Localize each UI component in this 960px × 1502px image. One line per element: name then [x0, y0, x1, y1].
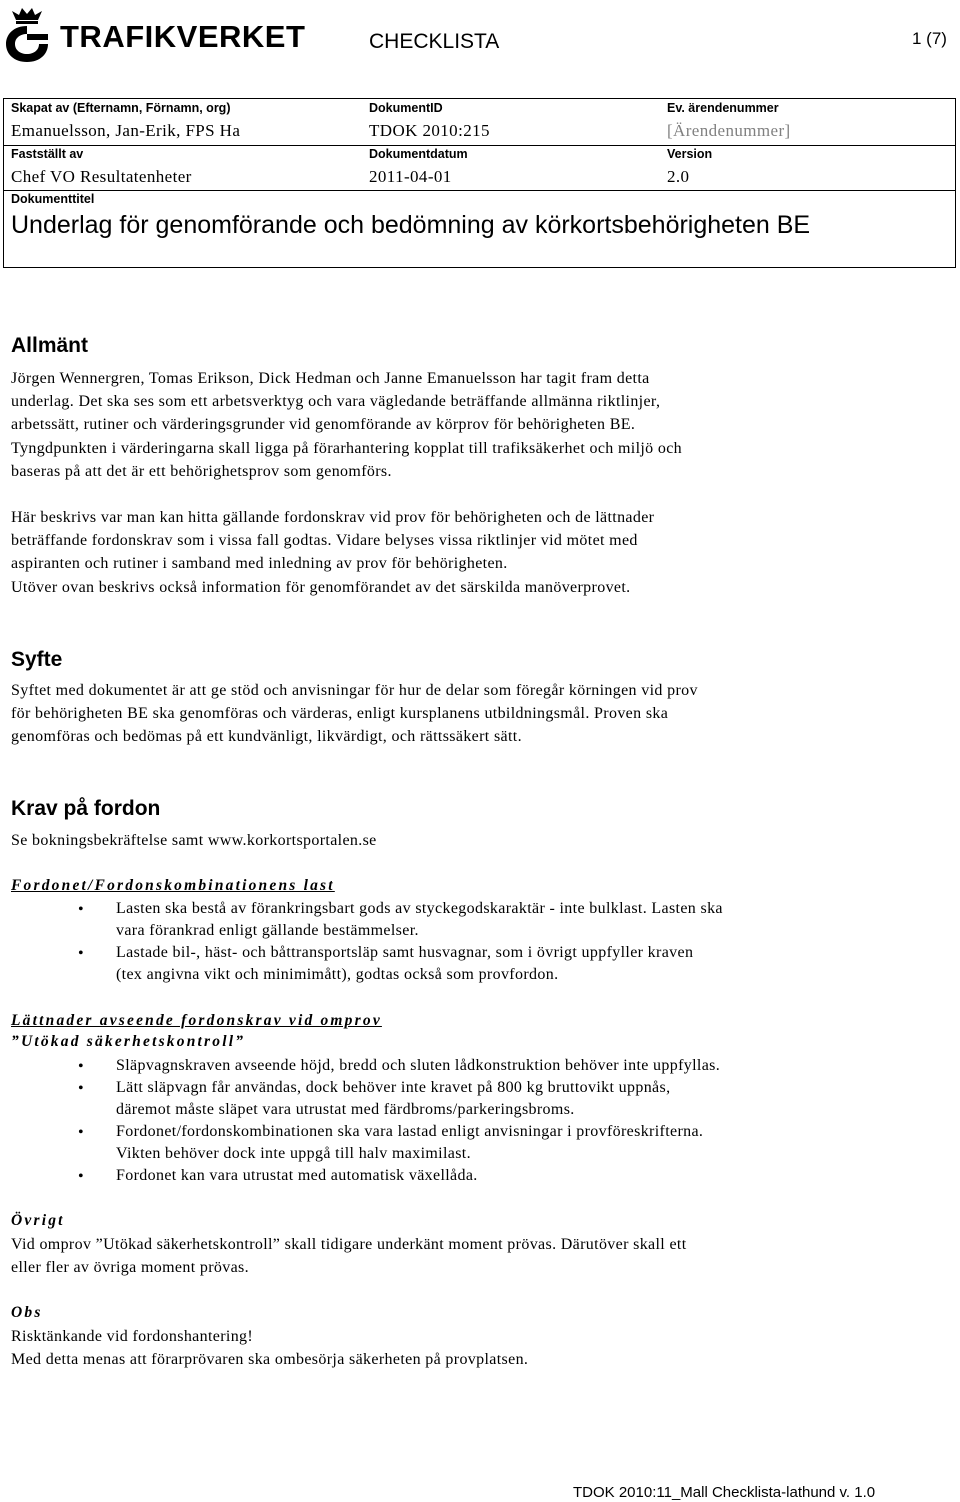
text-line: underlag. Det ska ses som ett arbetsverktyg och vara vägledande beträffande allmänna riktlinjer,	[11, 393, 661, 411]
text-line: (tex angivna vikt och minimimått), godtas också som provfordon.	[116, 966, 559, 983]
text-line: Lastade bil-, häst- och båttransportsläp samt husvagnar, som i övrigt uppfyller kraven	[116, 944, 694, 961]
approved-by-label: Fastställt av	[11, 147, 84, 161]
krav-intro: Se bokningsbekräftelse samt www.korkortsportalen.se	[11, 832, 377, 849]
created-by-value: Emanuelsson, Jan-Erik, FPS Ha	[11, 121, 241, 140]
text-line: Lasten ska bestå av förankringsbart gods av styckegodskaraktär - inte bulklast. Lasten ska	[116, 900, 723, 917]
section-heading-allmant: Allmänt	[11, 334, 89, 357]
text-line: Här beskrivs var man kan hitta gällande fordonskrav vid prov för behörigheten och de lättnader	[11, 509, 655, 526]
text-line: Fordonet kan vara utrustat med automatisk växellåda.	[116, 1167, 478, 1184]
case-number-value: [Ärendenummer]	[667, 121, 791, 140]
list-item	[116, 1055, 906, 1077]
text-line: Lätt släpvagn får användas, dock behöver inte kravet på 800 kg bruttovikt uppnås,	[116, 1079, 671, 1096]
text-line: baseras på att det är ett behörighetsprov som genomförs.	[11, 462, 392, 480]
obs-paragraph	[11, 1325, 891, 1371]
relief-subheading-2: ”Utökad säkerhetskontroll”	[11, 1033, 246, 1050]
bullet-icon: •	[78, 1124, 84, 1141]
doc-title-value: Underlag för genomförande och bedömning av körkortsbehörigheten BE	[11, 211, 811, 239]
crown-emblem-icon	[4, 6, 50, 64]
version-label: Version	[667, 147, 713, 161]
table-divider	[4, 145, 955, 146]
text-line: Utöver ovan beskrivs också information för genomförandet av det särskilda manöverprovet.	[11, 578, 631, 596]
text-line: Vid omprov ”Utökad säkerhetskontroll” skall tidigare underkänt moment prövas. Därutöver skall ett	[11, 1236, 687, 1253]
text-line: Med detta menas att förarprövaren ska ombesörja säkerheten på provplatsen.	[11, 1351, 529, 1369]
list-item	[116, 898, 906, 942]
bullet-icon: •	[78, 945, 84, 962]
text-line: Fordonet/fordonskombinationen ska vara lastad enligt anvisningar i provföreskrifterna.	[116, 1123, 704, 1140]
allmant-paragraph-2	[11, 506, 891, 599]
text-line: Vikten behöver dock inte uppgå till halv maximilast.	[116, 1145, 471, 1162]
other-subheading: Övrigt	[11, 1212, 65, 1229]
text-line: beträffande fordonskrav som i vissa fall godtas. Vidare belyses vissa riktlinjer vid mötet med	[11, 532, 638, 550]
syfte-paragraph	[11, 679, 891, 749]
load-subheading: Fordonet/Fordonskombinationens last	[11, 877, 335, 894]
list-item	[116, 1165, 906, 1187]
text-line: arbetssätt, rutiner och värderingsgrunder vid genomförande av körprov för behörigheten BE.	[11, 416, 636, 434]
list-item	[116, 1077, 906, 1121]
document-type: CHECKLISTA	[369, 30, 500, 53]
text-line: eller fler av övriga moment prövas.	[11, 1259, 249, 1277]
section-heading-syfte: Syfte	[11, 648, 63, 671]
approved-by-value: Chef VO Resultatenheter	[11, 167, 192, 186]
case-number-label: Ev. ärendenummer	[667, 101, 779, 115]
other-paragraph	[11, 1233, 891, 1279]
logo-wordmark: TRAFIKVERKET	[60, 19, 306, 54]
version-value: 2.0	[667, 167, 690, 186]
relief-subheading: Lättnader avseende fordonskrav vid omprov	[11, 1012, 382, 1029]
allmant-paragraph-1	[11, 367, 891, 483]
bullet-icon: •	[78, 1080, 84, 1097]
text-line: för behörigheten BE ska genomföras och värderas, enligt kursplanens utbildningsmål. Proven ska	[11, 705, 669, 723]
page-number: 1 (7)	[912, 29, 947, 48]
table-divider	[4, 190, 955, 191]
text-line: aspiranten och rutiner i samband med inledning av prov för behörigheten.	[11, 555, 508, 573]
doc-id-label: DokumentID	[369, 101, 443, 115]
text-line: vara förankrad enligt gällande bestämmelser.	[116, 922, 419, 939]
bullet-icon: •	[78, 1168, 84, 1185]
section-heading-krav: Krav på fordon	[11, 797, 161, 820]
text-line: däremot måste släpet vara utrustat med färdbroms/parkeringsbroms.	[116, 1101, 575, 1118]
document-metadata-table	[3, 98, 956, 268]
doc-date-value: 2011-04-01	[369, 167, 452, 186]
trafikverket-logo	[4, 6, 305, 64]
text-line: Syftet med dokumentet är att ge stöd och anvisningar för hur de delar som föregår körningen vid prov	[11, 682, 698, 699]
text-line: Släpvagnskraven avseende höjd, bredd och sluten lådkonstruktion behöver inte uppfyllas.	[116, 1057, 721, 1074]
doc-date-label: Dokumentdatum	[369, 147, 468, 161]
bullet-icon: •	[78, 1058, 84, 1075]
text-line: Jörgen Wennergren, Tomas Erikson, Dick Hedman och Janne Emanuelsson har tagit fram detta	[11, 370, 650, 387]
text-line: Tyngdpunkten i värderingarna skall ligga på förarhantering kopplat till trafiksäkerhet och miljö och	[11, 439, 683, 457]
text-line: Risktänkande vid fordonshantering!	[11, 1328, 254, 1345]
doc-title-label: Dokumenttitel	[11, 192, 95, 206]
list-item	[116, 1121, 906, 1165]
text-line: genomföras och bedömas på ett kundvänligt, likvärdigt, och rättssäkert sätt.	[11, 728, 522, 746]
bullet-icon: •	[78, 901, 84, 918]
doc-id-value: TDOK 2010:215	[369, 121, 490, 140]
page-footer: TDOK 2010:11_Mall Checklista-lathund v. 1.0	[573, 1484, 876, 1501]
obs-subheading: Obs	[11, 1304, 43, 1321]
list-item	[116, 942, 906, 986]
created-by-label: Skapat av (Efternamn, Förnamn, org)	[11, 101, 231, 115]
